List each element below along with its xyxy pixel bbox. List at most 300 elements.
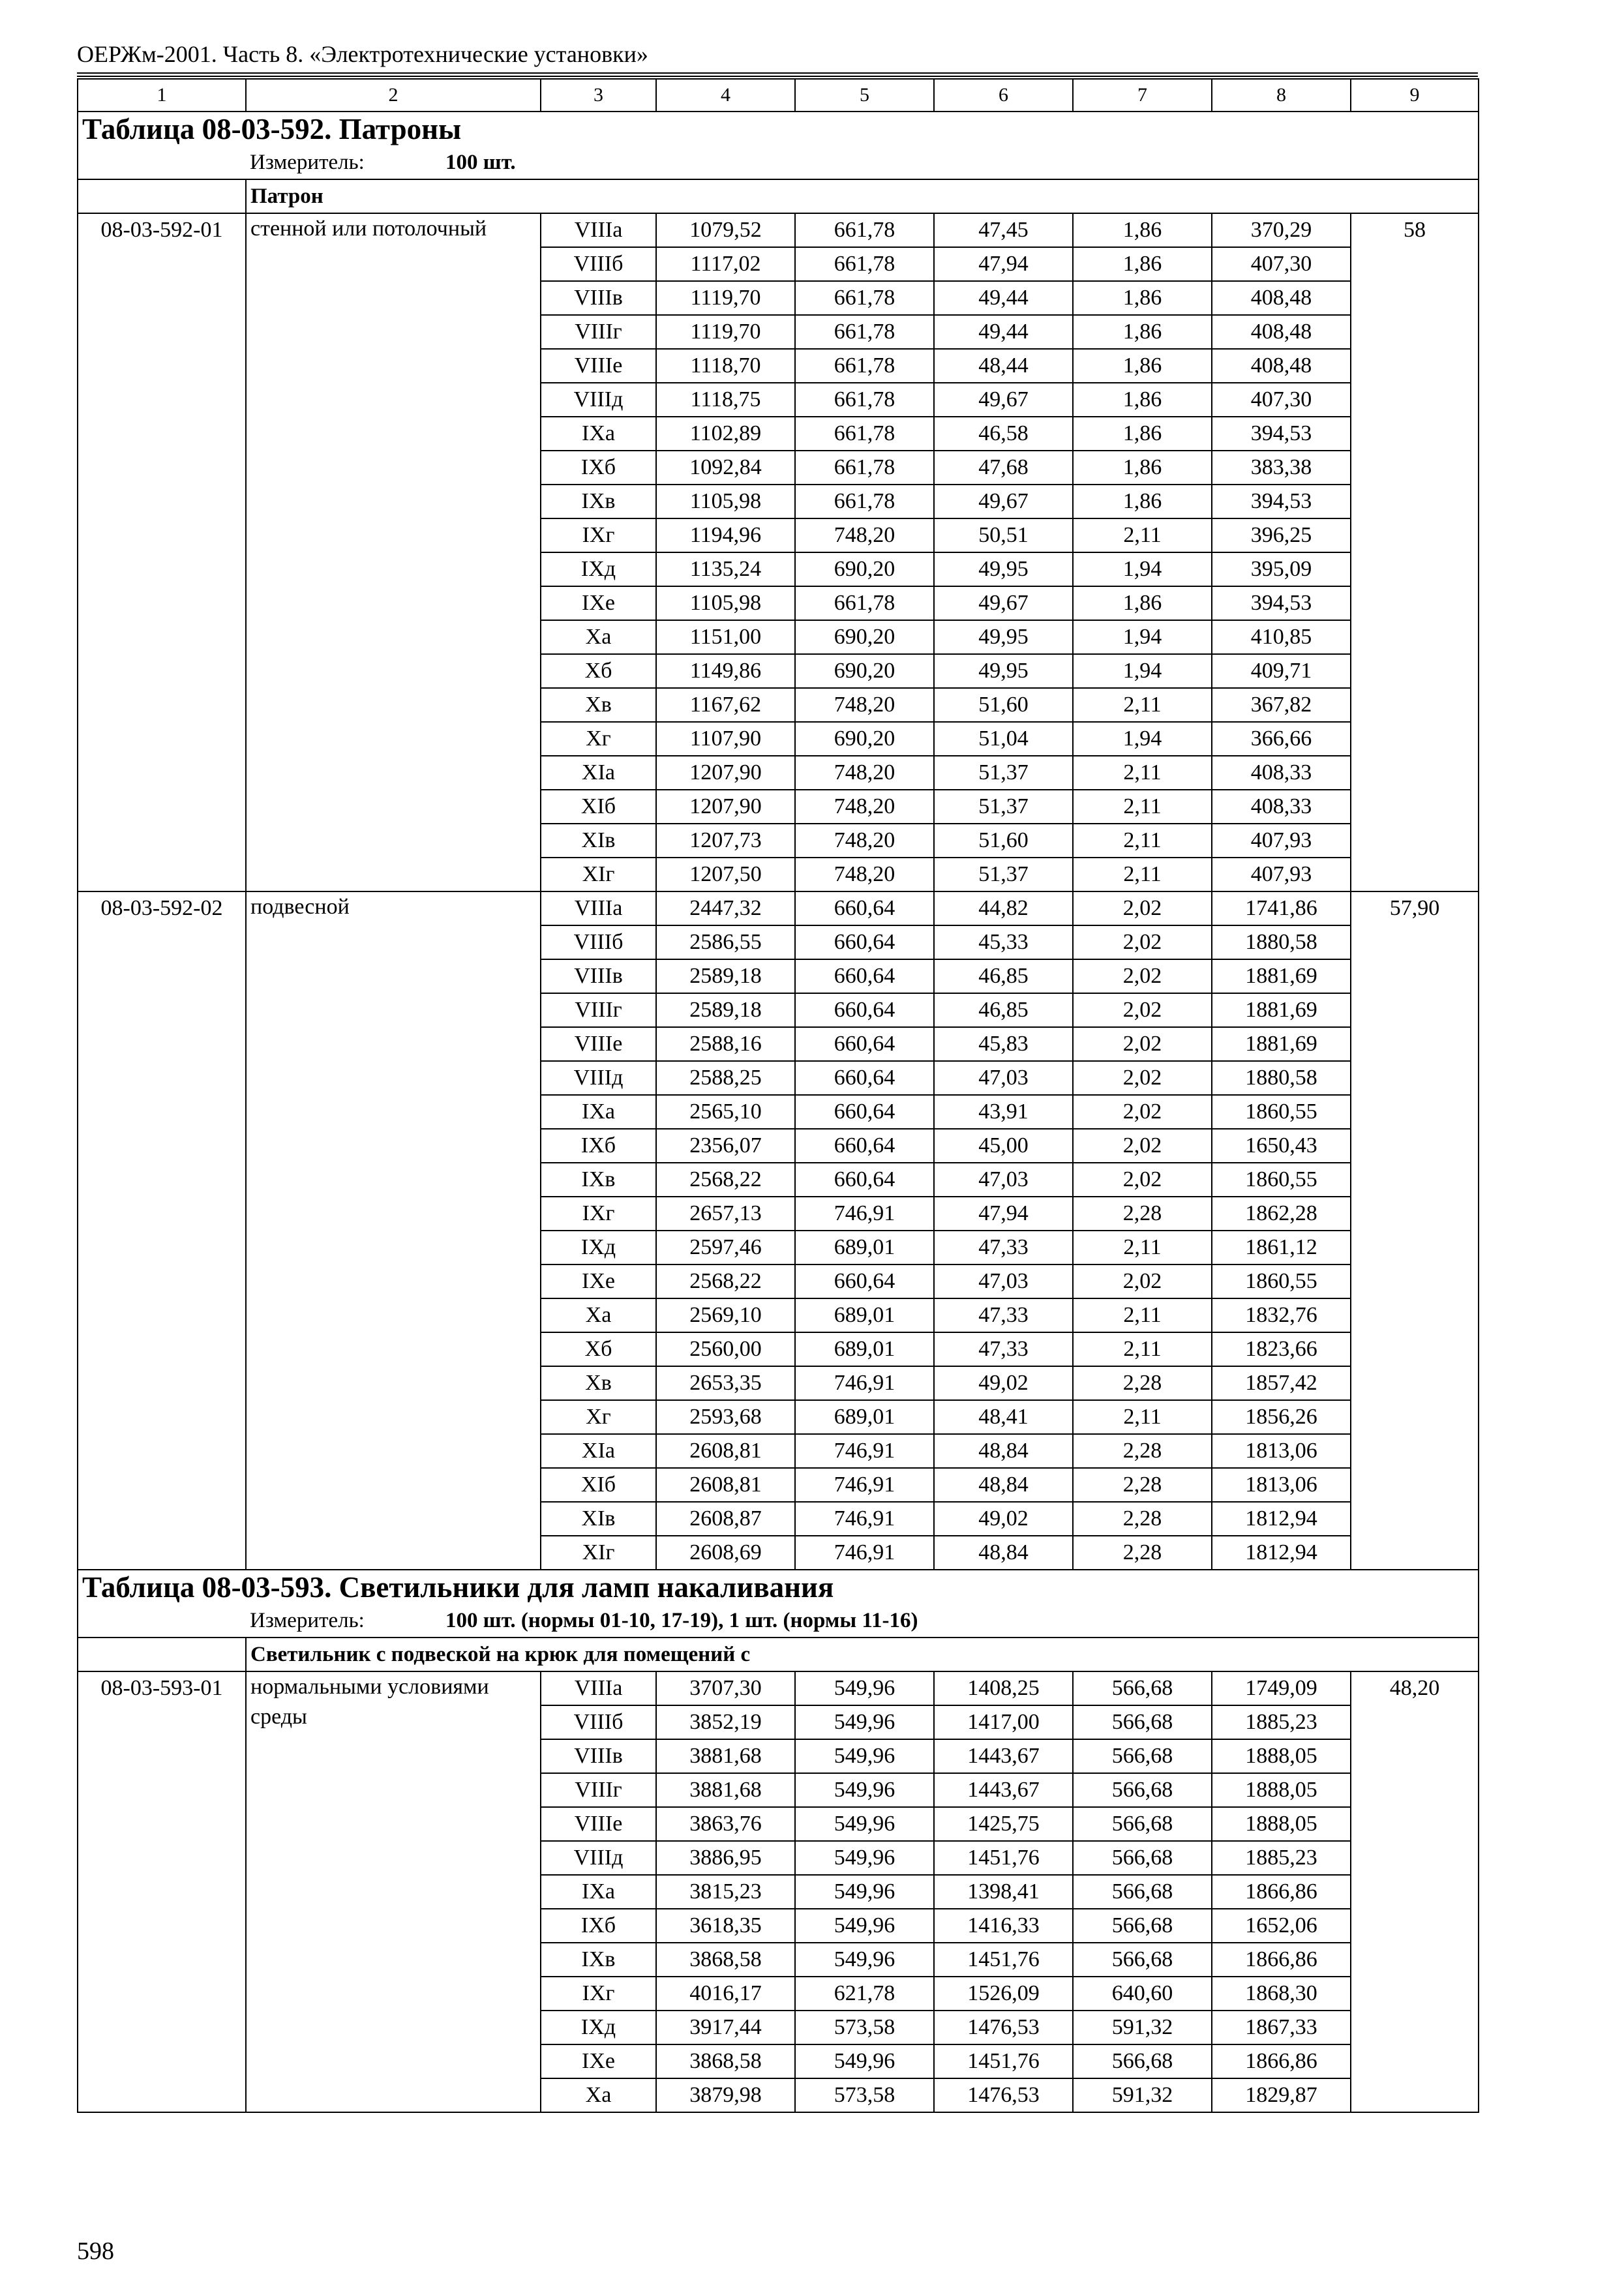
machine-cost-cell: 49,44 <box>934 315 1073 349</box>
machine-cost-cell: 47,03 <box>934 1163 1073 1197</box>
machine-cost-cell: 46,85 <box>934 959 1073 993</box>
wages-cell: 748,20 <box>795 518 934 552</box>
table-row <box>78 213 1479 247</box>
total-cost-cell: 1149,86 <box>656 654 795 688</box>
machine-cost-cell: 43,91 <box>934 1095 1073 1129</box>
total-cost-cell: 3868,58 <box>656 1943 795 1977</box>
machine-cost-cell: 48,84 <box>934 1434 1073 1468</box>
wages-cell: 689,01 <box>795 1400 934 1434</box>
wages-cell: 660,64 <box>795 959 934 993</box>
machine-cost-cell: 49,67 <box>934 586 1073 620</box>
zone-cell: XIг <box>541 858 656 891</box>
total-cost-cell: 1207,73 <box>656 824 795 858</box>
zone-cell: VIIIд <box>541 383 656 417</box>
total-cost-cell: 2653,35 <box>656 1366 795 1400</box>
machinist-wages-cell: 2,11 <box>1073 1400 1212 1434</box>
wages-cell: 660,64 <box>795 1061 934 1095</box>
rate-code: 08-03-592-02 <box>78 891 246 1570</box>
zone-cell: VIIIе <box>541 1027 656 1061</box>
machinist-wages-cell: 591,32 <box>1073 2011 1212 2044</box>
machinist-wages-cell: 2,02 <box>1073 925 1212 959</box>
materials-cell: 407,30 <box>1212 247 1351 281</box>
machinist-wages-cell: 2,11 <box>1073 1231 1212 1264</box>
machinist-wages-cell: 2,02 <box>1073 959 1212 993</box>
zone-cell: XIв <box>541 824 656 858</box>
zone-cell: XIг <box>541 1536 656 1570</box>
wages-cell: 549,96 <box>795 1671 934 1705</box>
machinist-wages-cell: 1,94 <box>1073 552 1212 586</box>
total-cost-cell: 1119,70 <box>656 315 795 349</box>
machine-cost-cell: 1476,53 <box>934 2078 1073 2112</box>
zone-cell: IXе <box>541 586 656 620</box>
wages-cell: 746,91 <box>795 1536 934 1570</box>
machinist-wages-cell: 566,68 <box>1073 1841 1212 1875</box>
materials-cell: 1880,58 <box>1212 1061 1351 1095</box>
machinist-wages-cell: 2,28 <box>1073 1468 1212 1502</box>
machine-cost-cell: 51,04 <box>934 722 1073 756</box>
machinist-wages-cell: 1,94 <box>1073 722 1212 756</box>
measure-label: Измеритель: <box>250 150 365 174</box>
materials-cell: 407,93 <box>1212 858 1351 891</box>
total-cost-cell: 2608,81 <box>656 1468 795 1502</box>
wages-cell: 689,01 <box>795 1332 934 1366</box>
machinist-wages-cell: 2,28 <box>1073 1502 1212 1536</box>
materials-cell: 408,48 <box>1212 315 1351 349</box>
materials-cell: 1862,28 <box>1212 1197 1351 1231</box>
materials-cell: 1881,69 <box>1212 993 1351 1027</box>
machinist-wages-cell: 2,11 <box>1073 518 1212 552</box>
materials-cell: 1866,86 <box>1212 2044 1351 2078</box>
wages-cell: 748,20 <box>795 756 934 790</box>
column-number: 9 <box>1351 79 1479 112</box>
table-row <box>78 891 1479 925</box>
machine-cost-cell: 1443,67 <box>934 1773 1073 1807</box>
zone-cell: IXд <box>541 2011 656 2044</box>
group-row <box>78 1638 1479 1671</box>
machinist-wages-cell: 1,94 <box>1073 620 1212 654</box>
machinist-wages-cell: 2,11 <box>1073 858 1212 891</box>
column-number: 4 <box>656 79 795 112</box>
materials-cell: 396,25 <box>1212 518 1351 552</box>
machinist-wages-cell: 566,68 <box>1073 2044 1212 2078</box>
total-cost-cell: 2568,22 <box>656 1163 795 1197</box>
total-cost-cell: 3863,76 <box>656 1807 795 1841</box>
machine-cost-cell: 47,94 <box>934 1197 1073 1231</box>
measure-row <box>78 1604 1479 1638</box>
total-cost-cell: 2657,13 <box>656 1197 795 1231</box>
machinist-wages-cell: 2,02 <box>1073 891 1212 925</box>
total-cost-cell: 2586,55 <box>656 925 795 959</box>
materials-cell: 1860,55 <box>1212 1095 1351 1129</box>
wages-cell: 748,20 <box>795 824 934 858</box>
total-cost-cell: 1079,52 <box>656 213 795 247</box>
zone-cell: IXа <box>541 1095 656 1129</box>
total-cost-cell: 2588,25 <box>656 1061 795 1095</box>
table-title: Таблица 08-03-592. Патроны <box>78 112 1479 145</box>
materials-cell: 1823,66 <box>1212 1332 1351 1366</box>
machinist-wages-cell: 1,86 <box>1073 485 1212 518</box>
zone-cell: Xв <box>541 688 656 722</box>
machinist-wages-cell: 1,86 <box>1073 213 1212 247</box>
total-cost-cell: 4016,17 <box>656 1977 795 2011</box>
machine-cost-cell: 44,82 <box>934 891 1073 925</box>
wages-cell: 621,78 <box>795 1977 934 2011</box>
materials-cell: 408,33 <box>1212 790 1351 824</box>
machinist-wages-cell: 1,94 <box>1073 654 1212 688</box>
materials-cell: 1885,23 <box>1212 1841 1351 1875</box>
zone-cell: IXб <box>541 1129 656 1163</box>
wages-cell: 746,91 <box>795 1197 934 1231</box>
labor-cost-cell: 57,90 <box>1351 891 1479 1570</box>
total-cost-cell: 3879,98 <box>656 2078 795 2112</box>
machine-cost-cell: 51,60 <box>934 688 1073 722</box>
wages-cell: 573,58 <box>795 2078 934 2112</box>
machinist-wages-cell: 1,86 <box>1073 451 1212 485</box>
machine-cost-cell: 51,60 <box>934 824 1073 858</box>
total-cost-cell: 2568,22 <box>656 1264 795 1298</box>
materials-cell: 1856,26 <box>1212 1400 1351 1434</box>
machine-cost-cell: 47,68 <box>934 451 1073 485</box>
machine-cost-cell: 1416,33 <box>934 1909 1073 1943</box>
materials-cell: 1888,05 <box>1212 1807 1351 1841</box>
materials-cell: 1861,12 <box>1212 1231 1351 1264</box>
zone-cell: Xб <box>541 654 656 688</box>
materials-cell: 394,53 <box>1212 586 1351 620</box>
zone-cell: XIб <box>541 1468 656 1502</box>
materials-cell: 1860,55 <box>1212 1264 1351 1298</box>
column-number: 5 <box>795 79 934 112</box>
total-cost-cell: 3886,95 <box>656 1841 795 1875</box>
zone-cell: IXг <box>541 1197 656 1231</box>
zone-cell: IXд <box>541 1231 656 1264</box>
machinist-wages-cell: 566,68 <box>1073 1875 1212 1909</box>
machine-cost-cell: 1451,76 <box>934 1841 1073 1875</box>
wages-cell: 689,01 <box>795 1298 934 1332</box>
machine-cost-cell: 47,45 <box>934 213 1073 247</box>
zone-cell: VIIIа <box>541 1671 656 1705</box>
total-cost-cell: 3852,19 <box>656 1705 795 1739</box>
total-cost-cell: 2597,46 <box>656 1231 795 1264</box>
machine-cost-cell: 45,83 <box>934 1027 1073 1061</box>
zone-cell: IXв <box>541 485 656 518</box>
materials-cell: 1741,86 <box>1212 891 1351 925</box>
machinist-wages-cell: 2,28 <box>1073 1366 1212 1400</box>
machine-cost-cell: 1476,53 <box>934 2011 1073 2044</box>
materials-cell: 395,09 <box>1212 552 1351 586</box>
machinist-wages-cell: 591,32 <box>1073 2078 1212 2112</box>
machine-cost-cell: 51,37 <box>934 790 1073 824</box>
machinist-wages-cell: 566,68 <box>1073 1807 1212 1841</box>
zone-cell: IXг <box>541 518 656 552</box>
column-number: 2 <box>246 79 541 112</box>
machinist-wages-cell: 2,02 <box>1073 1129 1212 1163</box>
page-number: 598 <box>77 2237 114 2265</box>
total-cost-cell: 3815,23 <box>656 1875 795 1909</box>
machinist-wages-cell: 2,28 <box>1073 1434 1212 1468</box>
zone-cell: XIа <box>541 1434 656 1468</box>
zone-cell: Xв <box>541 1366 656 1400</box>
wages-cell: 549,96 <box>795 1739 934 1773</box>
zone-cell: VIIIа <box>541 891 656 925</box>
zone-cell: XIб <box>541 790 656 824</box>
machine-cost-cell: 49,02 <box>934 1366 1073 1400</box>
measure-cell <box>246 1604 1479 1638</box>
zone-cell: IXв <box>541 1163 656 1197</box>
total-cost-cell: 2560,00 <box>656 1332 795 1366</box>
zone-cell: VIIIд <box>541 1061 656 1095</box>
machine-cost-cell: 48,44 <box>934 349 1073 383</box>
wages-cell: 661,78 <box>795 315 934 349</box>
machine-cost-cell: 51,37 <box>934 858 1073 891</box>
zone-cell: XIа <box>541 756 656 790</box>
total-cost-cell: 1118,70 <box>656 349 795 383</box>
machine-cost-cell: 47,33 <box>934 1332 1073 1366</box>
machine-cost-cell: 47,94 <box>934 247 1073 281</box>
total-cost-cell: 2356,07 <box>656 1129 795 1163</box>
zone-cell: VIIIе <box>541 349 656 383</box>
machinist-wages-cell: 566,68 <box>1073 1773 1212 1807</box>
wages-cell: 690,20 <box>795 620 934 654</box>
group-row <box>78 179 1479 213</box>
materials-cell: 366,66 <box>1212 722 1351 756</box>
measure-label: Измеритель: <box>250 1608 365 1632</box>
wages-cell: 748,20 <box>795 858 934 891</box>
zone-cell: Xа <box>541 620 656 654</box>
zone-cell: XIв <box>541 1502 656 1536</box>
wages-cell: 660,64 <box>795 1163 934 1197</box>
total-cost-cell: 2565,10 <box>656 1095 795 1129</box>
machinist-wages-cell: 566,68 <box>1073 1705 1212 1739</box>
total-cost-cell: 2447,32 <box>656 891 795 925</box>
total-cost-cell: 3881,68 <box>656 1773 795 1807</box>
machinist-wages-cell: 2,02 <box>1073 1061 1212 1095</box>
total-cost-cell: 2589,18 <box>656 959 795 993</box>
zone-cell: IXб <box>541 451 656 485</box>
machine-cost-cell: 49,95 <box>934 552 1073 586</box>
zone-cell: VIIIб <box>541 925 656 959</box>
wages-cell: 573,58 <box>795 2011 934 2044</box>
zone-cell: VIIIг <box>541 315 656 349</box>
total-cost-cell: 1105,98 <box>656 485 795 518</box>
machine-cost-cell: 47,03 <box>934 1061 1073 1095</box>
machinist-wages-cell: 2,02 <box>1073 1163 1212 1197</box>
zone-cell: VIIIб <box>541 247 656 281</box>
wages-cell: 746,91 <box>795 1502 934 1536</box>
zone-cell: VIIIа <box>541 213 656 247</box>
machine-cost-cell: 49,95 <box>934 654 1073 688</box>
rate-name: нормальными условиями среды <box>246 1671 541 2112</box>
materials-cell: 1866,86 <box>1212 1943 1351 1977</box>
table-title-row <box>78 112 1479 145</box>
materials-cell: 1812,94 <box>1212 1536 1351 1570</box>
zone-cell: IXа <box>541 417 656 451</box>
machinist-wages-cell: 2,02 <box>1073 1264 1212 1298</box>
wages-cell: 549,96 <box>795 1909 934 1943</box>
total-cost-cell: 2608,81 <box>656 1434 795 1468</box>
materials-cell: 1885,23 <box>1212 1705 1351 1739</box>
materials-cell: 1880,58 <box>1212 925 1351 959</box>
machine-cost-cell: 49,67 <box>934 485 1073 518</box>
wages-cell: 660,64 <box>795 925 934 959</box>
zone-cell: VIIIд <box>541 1841 656 1875</box>
machine-cost-cell: 46,85 <box>934 993 1073 1027</box>
column-number: 6 <box>934 79 1073 112</box>
total-cost-cell: 1092,84 <box>656 451 795 485</box>
materials-cell: 1868,30 <box>1212 1977 1351 2011</box>
wages-cell: 746,91 <box>795 1434 934 1468</box>
total-cost-cell: 1117,02 <box>656 247 795 281</box>
zone-cell: VIIIв <box>541 959 656 993</box>
total-cost-cell: 3881,68 <box>656 1739 795 1773</box>
machinist-wages-cell: 2,02 <box>1073 993 1212 1027</box>
zone-cell: IXг <box>541 1977 656 2011</box>
zone-cell: IXе <box>541 1264 656 1298</box>
machine-cost-cell: 1398,41 <box>934 1875 1073 1909</box>
zone-cell: VIIIв <box>541 281 656 315</box>
zone-cell: IXв <box>541 1943 656 1977</box>
total-cost-cell: 3707,30 <box>656 1671 795 1705</box>
rates-table <box>77 78 1479 2113</box>
materials-cell: 408,48 <box>1212 281 1351 315</box>
machine-cost-cell: 49,67 <box>934 383 1073 417</box>
zone-cell: IXе <box>541 2044 656 2078</box>
column-number: 3 <box>541 79 656 112</box>
machinist-wages-cell: 1,86 <box>1073 315 1212 349</box>
zone-cell: Xг <box>541 1400 656 1434</box>
materials-cell: 367,82 <box>1212 688 1351 722</box>
machinist-wages-cell: 640,60 <box>1073 1977 1212 2011</box>
total-cost-cell: 1118,75 <box>656 383 795 417</box>
wages-cell: 660,64 <box>795 1027 934 1061</box>
zone-cell: IXа <box>541 1875 656 1909</box>
zone-cell: VIIIб <box>541 1705 656 1739</box>
machinist-wages-cell: 566,68 <box>1073 1909 1212 1943</box>
materials-cell: 1888,05 <box>1212 1739 1351 1773</box>
wages-cell: 661,78 <box>795 586 934 620</box>
machinist-wages-cell: 1,86 <box>1073 586 1212 620</box>
materials-cell: 383,38 <box>1212 451 1351 485</box>
total-cost-cell: 1119,70 <box>656 281 795 315</box>
wages-cell: 549,96 <box>795 1807 934 1841</box>
machinist-wages-cell: 1,86 <box>1073 247 1212 281</box>
zone-cell: IXб <box>541 1909 656 1943</box>
materials-cell: 1650,43 <box>1212 1129 1351 1163</box>
materials-cell: 407,30 <box>1212 383 1351 417</box>
column-number: 7 <box>1073 79 1212 112</box>
total-cost-cell: 2589,18 <box>656 993 795 1027</box>
machinist-wages-cell: 566,68 <box>1073 1671 1212 1705</box>
materials-cell: 1881,69 <box>1212 1027 1351 1061</box>
zone-cell: Xа <box>541 1298 656 1332</box>
machine-cost-cell: 46,58 <box>934 417 1073 451</box>
wages-cell: 689,01 <box>795 1231 934 1264</box>
table-title-row <box>78 1570 1479 1604</box>
machinist-wages-cell: 1,86 <box>1073 349 1212 383</box>
machine-cost-cell: 49,02 <box>934 1502 1073 1536</box>
materials-cell: 1813,06 <box>1212 1434 1351 1468</box>
wages-cell: 746,91 <box>795 1366 934 1400</box>
column-number-row <box>78 79 1479 112</box>
column-number: 8 <box>1212 79 1351 112</box>
materials-cell: 1888,05 <box>1212 1773 1351 1807</box>
total-cost-cell: 1167,62 <box>656 688 795 722</box>
wages-cell: 748,20 <box>795 790 934 824</box>
labor-cost-cell: 58 <box>1351 213 1479 891</box>
materials-cell: 1812,94 <box>1212 1502 1351 1536</box>
total-cost-cell: 2569,10 <box>656 1298 795 1332</box>
wages-cell: 661,78 <box>795 247 934 281</box>
total-cost-cell: 1151,00 <box>656 620 795 654</box>
machine-cost-cell: 1408,25 <box>934 1671 1073 1705</box>
materials-cell: 1749,09 <box>1212 1671 1351 1705</box>
machinist-wages-cell: 2,11 <box>1073 756 1212 790</box>
zone-cell: IXд <box>541 552 656 586</box>
total-cost-cell: 1135,24 <box>656 552 795 586</box>
wages-cell: 661,78 <box>795 383 934 417</box>
materials-cell: 1829,87 <box>1212 2078 1351 2112</box>
materials-cell: 394,53 <box>1212 417 1351 451</box>
table-row <box>78 1671 1479 1705</box>
labor-cost-cell: 48,20 <box>1351 1671 1479 2112</box>
machine-cost-cell: 1451,76 <box>934 1943 1073 1977</box>
zone-cell: Xб <box>541 1332 656 1366</box>
wages-cell: 661,78 <box>795 281 934 315</box>
total-cost-cell: 3917,44 <box>656 2011 795 2044</box>
total-cost-cell: 1105,98 <box>656 586 795 620</box>
machinist-wages-cell: 566,68 <box>1073 1739 1212 1773</box>
machinist-wages-cell: 2,11 <box>1073 824 1212 858</box>
wages-cell: 690,20 <box>795 552 934 586</box>
total-cost-cell: 2608,87 <box>656 1502 795 1536</box>
materials-cell: 394,53 <box>1212 485 1351 518</box>
total-cost-cell: 2593,68 <box>656 1400 795 1434</box>
rate-name: стенной или потолочный <box>246 213 541 891</box>
wages-cell: 549,96 <box>795 1875 934 1909</box>
materials-cell: 1881,69 <box>1212 959 1351 993</box>
wages-cell: 549,96 <box>795 1705 934 1739</box>
machine-cost-cell: 48,84 <box>934 1536 1073 1570</box>
machine-cost-cell: 45,00 <box>934 1129 1073 1163</box>
wages-cell: 549,96 <box>795 1841 934 1875</box>
wages-cell: 746,91 <box>795 1468 934 1502</box>
total-cost-cell: 1107,90 <box>656 722 795 756</box>
machine-cost-cell: 45,33 <box>934 925 1073 959</box>
machinist-wages-cell: 2,11 <box>1073 1332 1212 1366</box>
wages-cell: 661,78 <box>795 485 934 518</box>
machinist-wages-cell: 1,86 <box>1073 417 1212 451</box>
materials-cell: 408,33 <box>1212 756 1351 790</box>
materials-cell: 370,29 <box>1212 213 1351 247</box>
measure-cell <box>246 145 1479 179</box>
wages-cell: 690,20 <box>795 654 934 688</box>
wages-cell: 661,78 <box>795 451 934 485</box>
header-double-rule <box>77 72 1478 77</box>
wages-cell: 549,96 <box>795 1943 934 1977</box>
measure-value: 100 шт. (нормы 01-10, 17-19), 1 шт. (нормы 11-16) <box>445 1608 918 1632</box>
rate-name: подвесной <box>246 891 541 1570</box>
rate-code: 08-03-592-01 <box>78 213 246 891</box>
zone-cell: VIIIе <box>541 1807 656 1841</box>
total-cost-cell: 1102,89 <box>656 417 795 451</box>
total-cost-cell: 3868,58 <box>656 2044 795 2078</box>
wages-cell: 549,96 <box>795 1773 934 1807</box>
total-cost-cell: 1207,90 <box>656 756 795 790</box>
machinist-wages-cell: 2,28 <box>1073 1197 1212 1231</box>
materials-cell: 407,93 <box>1212 824 1351 858</box>
machine-cost-cell: 1443,67 <box>934 1739 1073 1773</box>
machine-cost-cell: 1526,09 <box>934 1977 1073 2011</box>
wages-cell: 660,64 <box>795 891 934 925</box>
